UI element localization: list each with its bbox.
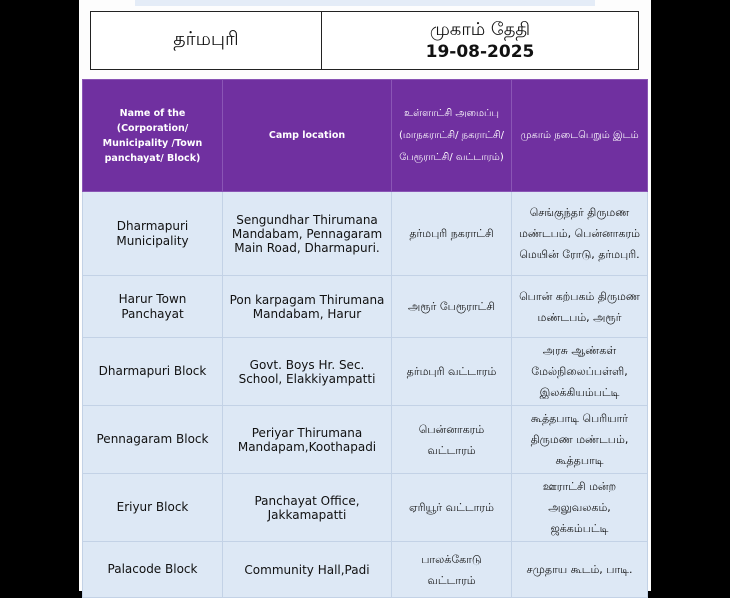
row-location: Periyar Thirumana Mandapam,Koothapadi: [223, 406, 392, 474]
col-header-name: Name of the (Corporation/ Municipality /Town panchayat/ Block): [83, 80, 223, 192]
col-header-venue-ta: முகாம் நடைபெறும் இடம்: [512, 80, 648, 192]
row-venue-ta: ஊராட்சி மன்ற அலுவலகம், ஜக்கம்பட்டி: [512, 474, 648, 542]
row-name: Pennagaram Block: [83, 406, 223, 474]
row-venue-ta: சமுதாய கூடம், பாடி.: [512, 542, 648, 598]
row-location: Govt. Boys Hr. Sec. School, Elakkiyampatti: [223, 338, 392, 406]
camp-date: 19-08-2025: [425, 41, 535, 62]
row-body-ta: தர்மபுரி நகராட்சி: [392, 192, 512, 276]
document-page: [79, 0, 651, 591]
table-row: [83, 276, 648, 338]
table-row: [83, 542, 648, 598]
row-location: Community Hall,Padi: [223, 542, 392, 598]
row-name: Palacode Block: [83, 542, 223, 598]
row-name: Dharmapuri Block: [83, 338, 223, 406]
row-body-ta: பென்னாகரம் வட்டாரம்: [392, 406, 512, 474]
camp-date-label: முகாம் தேதி: [429, 18, 531, 40]
row-name: Harur Town Panchayat: [83, 276, 223, 338]
row-venue-ta: செங்குந்தர் திருமண மண்டபம், பென்னாகரம் மெயின் ரோடு, தர்மபுரி.: [512, 192, 648, 276]
district-name: தர்மபுரி: [91, 12, 322, 69]
row-location: Panchayat Office, Jakkamapatti: [223, 474, 392, 542]
table-row: [83, 338, 648, 406]
row-name: Dharmapuri Municipality: [83, 192, 223, 276]
row-venue-ta: அரசு ஆண்கள் மேல்நிலைப்பள்ளி, இலக்கியம்பட்டி: [512, 338, 648, 406]
row-venue-ta: கூத்தபாடி பெரியார் திருமண மண்டபம், கூத்தபாடி: [512, 406, 648, 474]
table-header-row: [83, 80, 648, 192]
row-body-ta: தர்மபுரி வட்டாரம்: [392, 338, 512, 406]
camp-table: [82, 79, 648, 598]
row-body-ta: ஏரியூர் வட்டாரம்: [392, 474, 512, 542]
col-header-body-ta: உள்ளாட்சி அமைப்பு (மாநகராட்சி/ நகராட்சி/ பேரூராட்சி/ வட்டாரம்): [392, 80, 512, 192]
row-location: Sengundhar Thirumana Mandabam, Pennagaram Main Road, Dharmapuri.: [223, 192, 392, 276]
col-header-location: Camp location: [223, 80, 392, 192]
row-location: Pon karpagam Thirumana Mandabam, Harur: [223, 276, 392, 338]
row-name: Eriyur Block: [83, 474, 223, 542]
top-strip: [135, 0, 595, 6]
table-row: [83, 406, 648, 474]
header-box: [90, 11, 639, 70]
row-body-ta: அரூர் பேரூராட்சி: [392, 276, 512, 338]
row-body-ta: பாலக்கோடு வட்டாரம்: [392, 542, 512, 598]
camp-date-cell: [322, 12, 638, 69]
row-venue-ta: பொன் கற்பகம் திருமண மண்டபம், அரூர்: [512, 276, 648, 338]
table-row: [83, 192, 648, 276]
table-row: [83, 474, 648, 542]
